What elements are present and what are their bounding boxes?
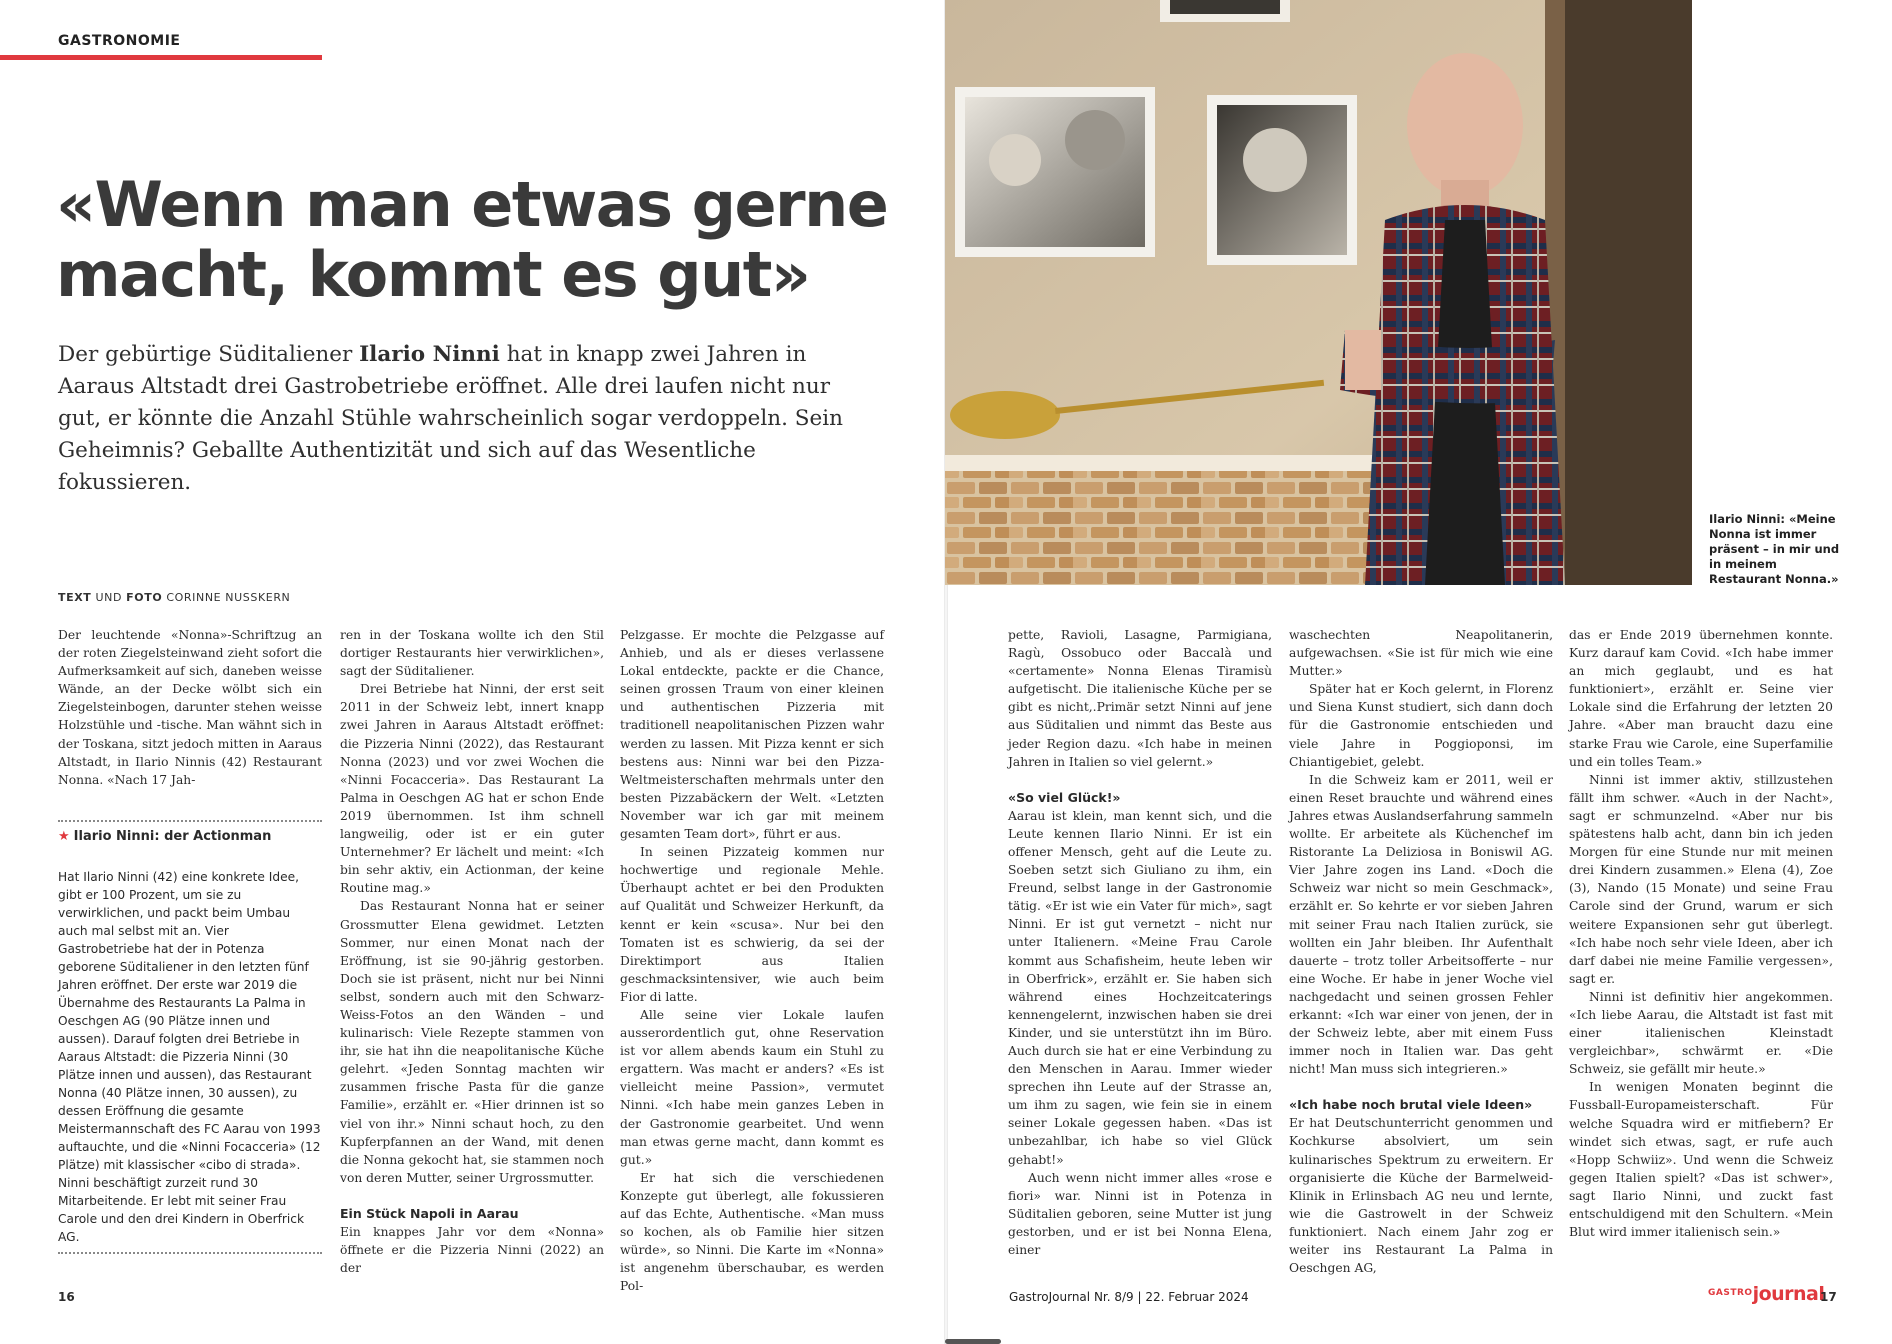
- star-icon: ★: [58, 829, 70, 844]
- column-5-paragraph: Später hat er Koch gelernt, in Florenz und Siena Kunst studiert, sich dann doch für die Gastronomie entschieden und viele Jahre in Poggioponsi, im Chiantigebiet, gelebt.: [1289, 682, 1553, 769]
- column-5-paragraph: In die Schweiz kam er 2011, weil er einen Reset brauchte und während eines Jahres etwas Auslandserfahrung sammeln wollte. Er arbeitete als Küchenchef im Ristorante La Deliziosa in Boniswil AG. Vier Jahre zogen ins Land. «Doch die Schweiz war nicht so mein Geschmack», erzählt er. So kehrte er vor sieben Jahren mit seiner Frau nach Italien zurück, sie wollten ein Jahr bleiben. Ihr Aufenthalt dauerte – trotz toller Arbeitsofferte – nur eine Woche. Er habe in jener Woche viel nachgedacht und seinen grossen Fehler erkannt: «Ich war einer von jenen, der in der Schweiz lebte, aber mit einem Fuss immer noch in Italien war. Das geht nicht! Man muss sich integrieren.»: [1289, 772, 1553, 1077]
- box-bottom-rule: [58, 1252, 322, 1254]
- column-3-paragraph: Er hat sich die verschiedenen Konzepte gut überlegt, alle fokussieren auf das Echte, Authentische. «Man muss so kochen, als ob Familie hier sitzen würde», so Ninni. Die Karte im «Nonna» ist angenehm überschaubar, es werden Pol-: [620, 1170, 884, 1294]
- box-text: Hat Ilario Ninni (42) eine konkrete Idee, gibt er 100 Prozent, um sie zu verwirklichen, und packt beim Umbau auch mal selbst mit an. Vier Gastrobetriebe hat der in Potenza geborene Süditaliener in den letzten fünf Jahren eröffnet. Der erste war 2019 die Übernahme des Restaurants La Palma in Oeschgen AG (90 Plätze innen und aussen). Darauf folgten drei Betriebe in Aaraus Altstadt: die Pizzeria Ninni (30 Plätze innen und aussen), das Restaurant Nonna (40 Plätze innen, 30 aussen), zu dessen Eröffnung die gesamte Meistermannschaft des FC Aarau von 1993 auftauchte, und die «Ninni Focacceria» (12 Plätze) mit klassischer «cibo di strada». Ninni beschäftigt zurzeit rund 30 Mitarbeitende. Er lebt mit seiner Frau Carole und den drei Kindern in Oberfrick AG.: [58, 870, 321, 1244]
- box-top-rule: [58, 820, 322, 822]
- subhead-napoli: Ein Stück Napoli in Aarau: [340, 1205, 519, 1221]
- column-6: [1569, 626, 1833, 1241]
- page-number-left: 16: [58, 1290, 75, 1304]
- column-1: [58, 626, 322, 789]
- column-1-intro: Der leuchtende «Nonna»-Schriftzug an der roten Ziegelsteinwand zieht sofort die Aufmerksamkeit auf sich, daneben weisse Wände, an der Decke wölbt sich ein Ziegelsteinbogen, darunter stehen weisse Holzstühle und -tische. Man wähnt sich in der Toskana, sitzt jedoch mitten in Aaraus Altstadt, in Ilario Ninnis (42) Restaurant Nonna. «Nach 17 Jah-: [58, 628, 322, 787]
- lead-name: Ilario Ninni: [359, 342, 500, 367]
- column-3-paragraph: Alle seine vier Lokale laufen ausserordentlich gut, ohne Reservation ist vor allem abends kaum ein Stuhl zu ergattern. Was macht er anders? «Es ist vielleicht meine Passion», vermutet Ninni. «Ich habe mein ganzes Leben in der Gastronomie gearbeitet. Und wenn man etwas gerne macht, dann kommt es gut.»: [620, 1007, 884, 1167]
- byline: TEXT UND FOTO CORINNE NUSSKERN: [58, 591, 291, 604]
- portrait-photo: [945, 0, 1692, 585]
- column-2-paragraph: Ein knappes Jahr vor dem «Nonna» öffnete er die Pizzeria Ninni (2022) an der: [340, 1224, 604, 1276]
- gastrojournal-logo: $^{GASTRO}$journal: [1708, 1283, 1825, 1305]
- column-4: [1008, 626, 1272, 1259]
- headline: «Wenn man etwas gerne macht, kommt es gut»: [56, 168, 888, 311]
- column-6-paragraph: das er Ende 2019 übernehmen konnte. Kurz darauf kam Covid. «Ich habe immer an mich geglaubt, und es hat funktioniert», erzählt er. Seine vier Lokale sind die Erfahrung der letzten 20 Jahre. «Aber man braucht dazu eine starke Frau wie Carole, eine Superfamilie und ein tolles Team.»: [1569, 628, 1833, 769]
- section-rule: [0, 55, 322, 60]
- column-5-paragraph: waschechten Neapolitanerin, aufgewachsen. «Sie ist für mich wie eine Mutter.»: [1289, 628, 1553, 679]
- subhead-ideen: «Ich habe noch brutal viele Ideen»: [1289, 1097, 1533, 1113]
- info-box: [58, 820, 322, 1254]
- column-5-paragraph: Er hat Deutschunterricht genommen und Kochkurse absolviert, um sein kulinarisches Spektrum zu erweitern. Er organisierte die Küche der Barmelweid-Klinik in Erlinsbach AG neu und lernte, wie die Gastrowelt in der Schweiz funktioniert. Nach einem Jahr zog er weiter ins Restaurant La Palma in Oeschgen AG,: [1289, 1116, 1553, 1276]
- column-6-paragraph: Ninni ist immer aktiv, stillzustehen fällt ihm schwer. «Auch in der Nacht», sagt er schmunzelnd. «Aber nur bis spätestens halb acht, dann bin ich jeden Morgen für eine Stunde nur mit meinen drei Kindern zusammen.» Elena (4), Zoe (3), Nando (15 Monate) und seine Frau Carole sind der Grund, warum er sich weitere Expansionen sehr gut überlegt. «Ich habe noch sehr viele Ideen, aber ich darf dabei nie meine Familie vergessen», sagt er.: [1569, 772, 1833, 986]
- issue-info: GastroJournal Nr. 8/9 | 22. Februar 2024: [1009, 1290, 1249, 1304]
- scrollbar-thumb[interactable]: [945, 1339, 1001, 1344]
- column-4-paragraph: Aarau ist klein, man kennt sich, und die Leute kennen Ilario Ninni. Er ist ein offener Mensch, geht auf die Leute zu. Soeben setzt sich Giuliano zu ihm, ein Freund, selbst lange in der Gastronomie tätig. «Er ist wie ein Vater für mich», sagt Ninni. Er ist gut vernetzt – nicht nur unter Italienern. «Meine Frau Carole kommt aus Schafisheim, heute leben wir in Oberfrick», erzählt er. Sie haben sich während eines Hochzeitcaterings kennengelernt, inzwischen haben sie drei Kinder, und sie unterstützt ihn im Büro. Auch durch sie hat er eine Verbindung zu den Menschen in Aarau. Immer wieder sprechen ihn Leute auf der Strasse an, um ihm zu sagen, wie fein sie in einem seiner Lokale gegessen haben. «Das ist unbezahlbar, ich habe so viel Glück gehabt!»: [1008, 808, 1272, 1167]
- column-2: [340, 626, 604, 1277]
- photo-caption: Ilario Ninni: «Meine Nonna ist immer präsent – in mir und in meinem Restaurant Nonna.»: [1709, 512, 1840, 586]
- column-5: [1289, 626, 1553, 1277]
- column-2-paragraph: Drei Betriebe hat Ninni, der erst seit 2011 in der Schweiz lebt, innert knapp zwei Jahren in Aaraus Altstadt eröffnet: die Pizzeria Ninni (2022), das Restaurant Nonna (2023) und vor zwei Wochen die «Ninni Focacceria». Das Restaurant La Palma in Oeschgen AG hat er schon Ende 2019 übernommen. Ist ihm schnell langweilig, oder ist er ein guter Unternehmer? Er lächelt und meint: «Ich bin sehr aktiv, ein Actionman, der keine Routine mag.»: [340, 682, 604, 896]
- lead-paragraph: Der gebürtige Süditaliener Ilario Ninni hat in knapp zwei Jahren in Aaraus Altstadt drei Gastrobetriebe eröffnet. Alle drei laufen nicht nur gut, er könnte die Anzahl Stühle wahrscheinlich sogar verdoppeln. Sein Geheimnis? Geballte Authentizität und sich auf das Wesentliche fokussieren.: [58, 342, 843, 495]
- column-6-paragraph: In wenigen Monaten beginnt die Fussball-Europameisterschaft. Für welche Squadra wird er mitfiebern? Er windet sich etwas, sagt, er rufe auch «Hopp Schwiiz». Und wenn die Schweiz gegen Italien spielt? «Das ist schwer», sagt Ilario Ninni, und zuckt fast entschuldigend mit den Schultern. «Mein Blut wird immer italienisch sein.»: [1569, 1080, 1833, 1240]
- column-2-paragraph: Das Restaurant Nonna hat er seiner Grossmutter Elena gewidmet. Letzten Sommer, nur einen Monat nach der Eröffnung, ist sie 90-jährig gestorben. Doch sie ist präsent, nicht nur bei Ninni selbst, sondern auch mit den Schwarz-Weiss-Fotos an den Wänden – und kulinarisch: Viele Rezepte stammen von ihr, sie hat ihn die neapolitanische Küche gelehrt. «Jeden Sonntag machten wir zusammen frische Pasta für die ganze Familie», erzählt er. «Hier drinnen ist so viel von ihr.» Ninni schaut hoch, zu den Kupferpfannen an der Wand, mit denen die Nonna gekocht hat, sie stammen noch von deren Mutter, seiner Urgrossmutter.: [340, 899, 604, 1185]
- column-4-paragraph: pette, Ravioli, Lasagne, Parmigiana, Ragù, Ossobuco oder Baccalà und «certamente» Nonna Elenas Tiramisù aufgetischt. Die italienische Küche per se gibt es nicht,.Primär setzt Ninni auf jene aus Süditalien und nimmt das Beste aus jeder Region dazu. «Ich habe in meinen Jahren in Italien so viel gelernt.»: [1008, 628, 1272, 769]
- page-number-right: 17: [1820, 1290, 1837, 1304]
- column-3-paragraph: Pelzgasse. Er mochte die Pelzgasse auf Anhieb, und als er dieses verlassene Lokal entdeckte, packte er die Chance, seinen grossen Traum von einer kleinen und authentischen Pizzeria mit traditionell neapolitanischen Pizzen wahr werden zu lassen. Mit Pizza kennt er sich bestens aus: Ninni war bei den Pizza-Weltmeisterschaften mehrmals unter den besten Pizzabäckern der Welt. «Letzten November war ich gar mit meinem gesamten Team dort», führt er aus.: [620, 628, 884, 842]
- subhead-glueck: «So viel Glück!»: [1008, 789, 1121, 805]
- column-3-paragraph: In seinen Pizzateig kommen nur hochwertige und regionale Mehle. Überhaupt achtet er bei den Produkten auf Qualität und Schweizer Herkunft, da kennt er kein «scusa». Nur bei den Tomaten ist es schwierig, da sei der Direktimport aus Italien geschmacksintensiver, wie auch beim Fior di latte.: [620, 845, 884, 1004]
- box-title: ★ Ilario Ninni: der Actionman: [58, 829, 272, 844]
- column-2-paragraph: ren in der Toskana wollte ich den Stil dortiger Restaurants hier verwirklichen», sagt der Süditaliener.: [340, 628, 604, 679]
- column-6-paragraph: Ninni ist definitiv hier angekommen. «Ich liebe Aarau, die Altstadt ist fast mit einer italienischen Kleinstadt vergleichbar», schwärmt er. «Die Schweiz, sie gefällt mir heute.»: [1569, 989, 1833, 1077]
- column-3: [620, 626, 884, 1295]
- column-4-paragraph: Auch wenn nicht immer alles «rose e fiori» war. Ninni ist in Potenza in Süditalien geboren, seine Mutter ist jung gestorben, und er ist bei Nonna Elena, einer: [1008, 1170, 1272, 1257]
- section-label: GASTRONOMIE: [58, 33, 181, 49]
